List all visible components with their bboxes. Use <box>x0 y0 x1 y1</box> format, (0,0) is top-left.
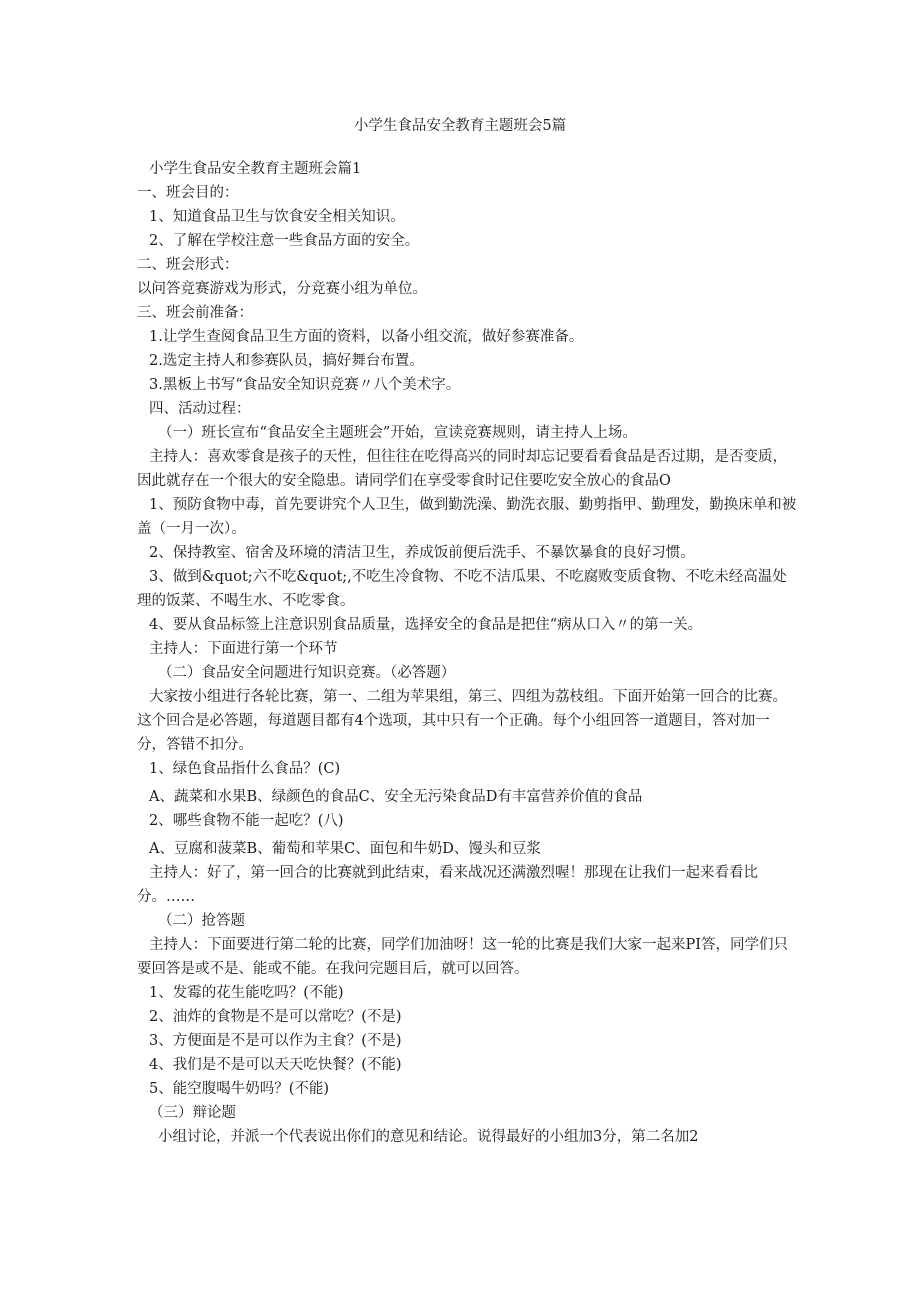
paragraph: 1、预防食物中毒，首先要讲究个人卫生，做到勤洗澡、勤洗衣服、勤剪指甲、勤理发，勤换床单和被盖（一月一次）。 <box>137 497 797 537</box>
paragraph: 一、班会目的： <box>137 185 239 201</box>
paragraph: 主持人：好了，第一回合的比赛就到此结束，看来战况还满激烈喔！那现在让我们一起来看看比分。…… <box>137 865 758 905</box>
paragraph: A、蔬菜和水果B、绿颜色的食品C、安全无污染食品D有丰富营养价值的食品 <box>149 789 643 805</box>
paragraph: 2.选定主持人和参赛队员，搞好舞台布置。 <box>149 353 424 369</box>
section-heading: 小学生食品安全教育主题班会篇1 <box>149 161 362 177</box>
paragraph: 三、班会前准备： <box>137 305 253 321</box>
paragraph: 2、油炸的食物是不是可以常吃？(不是) <box>149 1009 402 1025</box>
paragraph: A、豆腐和菠菜B、葡萄和苹果C、面包和牛奶D、馒头和豆浆 <box>149 841 541 857</box>
paragraph: 5、能空腹喝牛奶吗？(不能) <box>149 1081 330 1097</box>
document-body <box>137 157 797 1149</box>
paragraph: （三）辩论题 <box>149 1105 236 1121</box>
paragraph: 以问答竞赛游戏为形式，分竞赛小组为单位。 <box>137 281 427 297</box>
paragraph: 3.黑板上书写“食品安全知识竞赛〃八个美术字。 <box>149 377 461 393</box>
paragraph: 二、班会形式： <box>137 257 239 273</box>
paragraph: 1.让学生查阅食品卫生方面的资料，以备小组交流，做好参赛准备。 <box>149 329 584 345</box>
paragraph: 2、了解在学校注意一些食品方面的安全。 <box>149 233 420 249</box>
paragraph: 2、保持教室、宿舍及环境的清洁卫生，养成饭前便后洗手、不暴饮暴食的良好习惯。 <box>149 545 695 561</box>
paragraph: （二）食品安全问题进行知识竞赛。（必答题） <box>158 665 456 681</box>
document-title: 小学生食品安全教育主题班会5篇 <box>353 118 567 134</box>
paragraph: 2、哪些食物不能一起吃？(八) <box>149 813 344 829</box>
paragraph: 大家按小组进行各轮比赛，第一、二组为苹果组，第三、四组为荔枝组。下面开始第一回合的比赛。这个回合是必答题，每道题目都有4个选项，其中只有一个正确。每个小组回答一道题目，答对加一分，答错不扣分。 <box>137 689 787 753</box>
paragraph: 3、做到&quot;六不吃&quot;,不吃生冷食物、不吃不洁瓜果、不吃腐败变质食物、不吃未经高温处理的饭菜、不喝生水、不吃零食。 <box>137 569 787 609</box>
paragraph: 1、知道食品卫生与饮食安全相关知识。 <box>149 209 405 225</box>
paragraph: 主持人：下面进行第一个环节 <box>149 641 338 657</box>
paragraph: 1、发霉的花生能吃吗？(不能) <box>149 985 344 1001</box>
paragraph: 主持人：下面要进行第二轮的比赛，同学们加油呀！这一轮的比赛是我们大家一起来PI答，同学们只要回答是或不是、能或不能。在我问完题目后，就可以回答。 <box>137 937 788 977</box>
paragraph: 四、活动过程： <box>149 401 251 417</box>
paragraph: 主持人：喜欢零食是孩子的天性，但往往在吃得高兴的同时却忘记要看看食品是否过期，是否变质，因此就存在一个很大的安全隐患。请同学们在享受零食时记住要吃安全放心的食品O <box>137 449 787 489</box>
paragraph: 4、要从食品标签上注意识别食品质量，选择安全的食品是把住“病从口入〃的第一关。 <box>149 617 703 633</box>
paragraph: 1、绿色食品指什么食品？(C) <box>149 761 341 777</box>
paragraph: 4、我们是不是可以天天吃快餐？(不能) <box>149 1057 402 1073</box>
paragraph: 3、方便面是不是可以作为主食？(不是) <box>149 1033 402 1049</box>
paragraph: （二）抢答题 <box>158 913 245 929</box>
paragraph: 小组讨论，并派一个代表说出你们的意见和结论。说得最好的小组加3分，第二名加2 <box>158 1129 699 1145</box>
paragraph: （一）班长宣布“食品安全主题班会”开始，宣读竞赛规则，请主持人上场。 <box>158 425 637 441</box>
